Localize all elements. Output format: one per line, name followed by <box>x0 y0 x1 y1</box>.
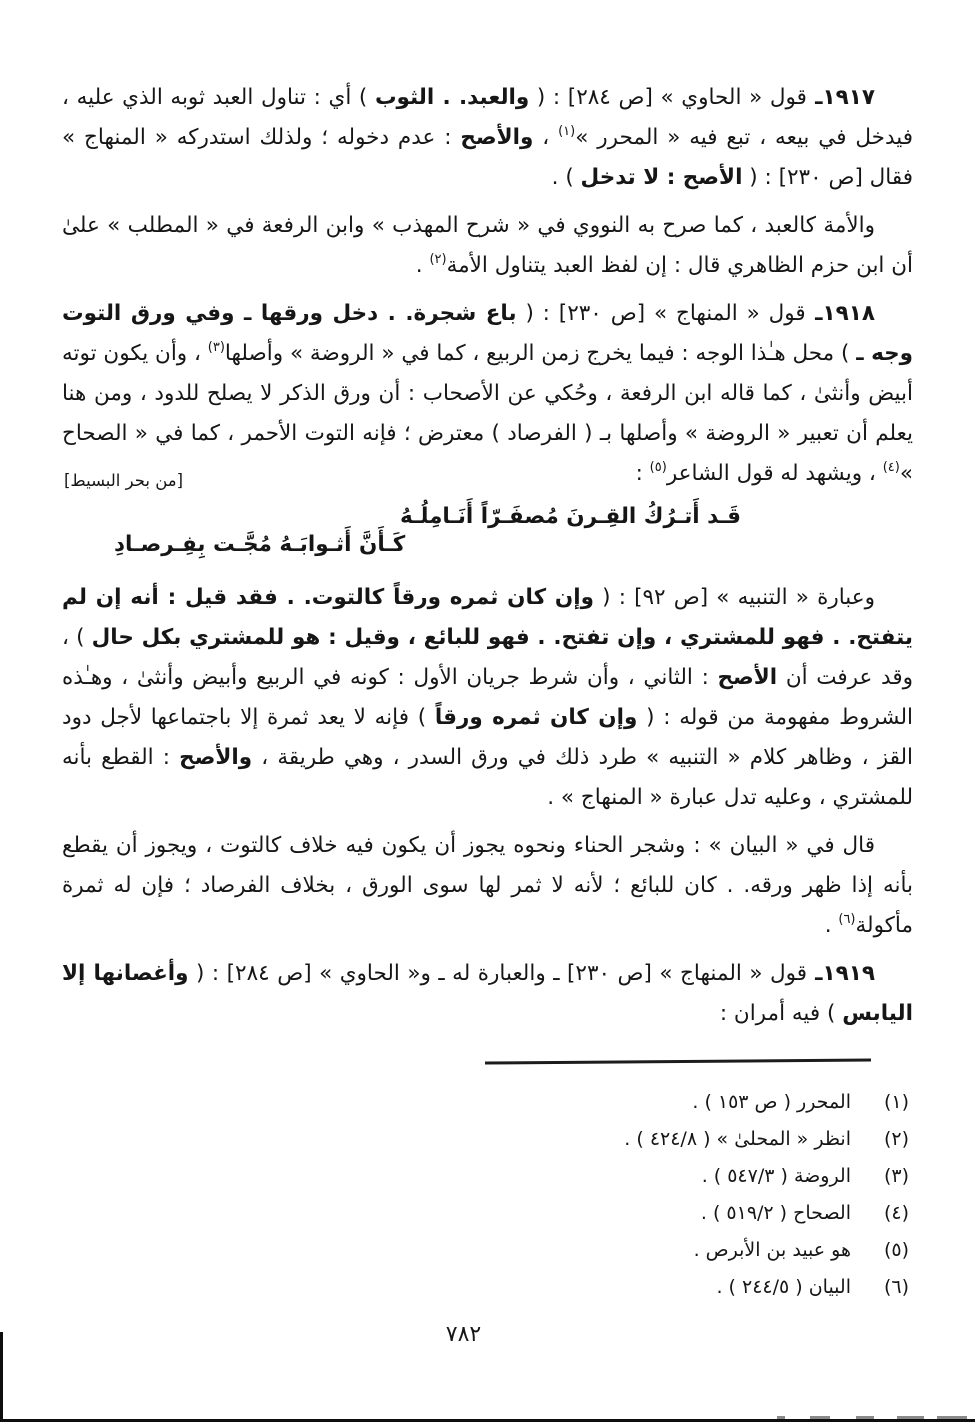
footnote-number: (٣) <box>883 1165 909 1187</box>
footnote-marker: (٣) <box>207 340 225 355</box>
paragraph: ١٩١٧ـ قول « الحاوي » [ص ٢٨٤] : ( والعبد. . الثوب ) أي : تناول العبد ثوبه الذي عليه ، فيدخل في بيعه ، تبع فيه « المحرر »$^{(١)}$ ، والأصح : عدم دخوله ؛ ولذلك استدركه « المنهاج » فقال [ص ٢٣٠] : ( الأصح : لا تدخل ) . <box>62 85 914 190</box>
scan-artifact-dash <box>897 1416 924 1419</box>
verse-block <box>62 471 913 566</box>
meter-note: [من بحر البسيط] <box>64 471 184 490</box>
text-flow <box>62 78 913 1042</box>
footnote-number: (١) <box>883 1091 909 1113</box>
paragraph: ١٩١٨ـ قول « المنهاج » [ص ٢٣٠] : ( باع شجرة. . دخل ورقها ـ وفي ورق التوت وجه ـ ) محل هـٰذا الوجه : فيما يخرج زمن الربيع ، كما في « الروضة » وأصلها$^{(٣)}$ ، وأن يكون توته أبيض وأنثىٰ ، كما قاله ابن الرفعة ، وحُكي عن الأصحاب : أن ورق الذكر لا يصلح للدود ، ومن هنا يعلم أن تعبير « الروضة » وأصلها بـ ( الفرصاد ) معترض ؛ فإنه التوت الأحمر ، كما في « الصحاح »$^{(٤)}$ ، ويشهد له قول الشاعر$^{(٥)}$ : <box>62 301 913 486</box>
footnote-text: هو عبيد بن الأبرص . <box>693 1239 851 1261</box>
footnote-item <box>624 1269 909 1306</box>
footnote-text: انظر « المحلىٰ » ( ٤٢٤/٨ ) . <box>624 1128 851 1150</box>
footnote-item <box>624 1232 909 1269</box>
scan-artifact-dash <box>937 1416 967 1419</box>
footnote-marker: (٦) <box>838 912 856 927</box>
footnote-number: (٥) <box>883 1239 909 1261</box>
footnote-marker: (١) <box>558 124 576 139</box>
verse-hemistich-right: قَـد أَتـرُكُ القِـرنَ مُصفَـرّاً أَنَـامِلُـهُ <box>399 504 741 529</box>
footnote-number: (٤) <box>883 1202 909 1224</box>
footnote-number: (٢) <box>883 1128 909 1150</box>
footnote-text: الروضة ( ٥٤٧/٣ ) . <box>701 1165 851 1187</box>
footnotes-list <box>624 1084 909 1306</box>
scan-artifact-left-edge <box>0 1332 3 1422</box>
scan-artifact-dash <box>810 1416 830 1419</box>
scan-artifact-dash <box>777 1416 785 1419</box>
footnote-text: البيان ( ٢٤٤/٥ ) . <box>716 1276 851 1298</box>
scan-artifact-dash <box>856 1416 874 1419</box>
footnote-marker: (٥) <box>649 460 667 475</box>
footnote-item <box>624 1121 909 1158</box>
footnote-marker: (٢) <box>429 252 447 267</box>
footnote-item <box>624 1195 909 1232</box>
footnote-text: المحرر ( ص ١٥٣ ) . <box>692 1091 851 1113</box>
page-number: ٧٨٢ <box>445 1322 482 1347</box>
verse-hemistich-left: كَـأَنَّ أَثـوابَـهُ مُجَّـت بِفِـرصـادِ <box>114 532 406 557</box>
footnote-text: الصحاح ( ٥١٩/٢ ) . <box>700 1202 851 1224</box>
paragraph: قال في « البيان » : وشجر الحناء ونحوه يجوز أن يكون فيه خلاف كالتوت ، ويجوز أن يقطع بأنه إذا ظهر ورقه. . كان للبائع ؛ لأنه لا ثمر لها سوى الورق ، بخلاف الفرصاد ؛ فإن له ثمرة مأكولة$^{(٦)}$ . <box>62 833 913 938</box>
footnote-marker: (٤) <box>882 460 900 475</box>
footnote-separator <box>485 1058 871 1064</box>
paragraph: وعبارة « التنبيه » [ص ٩٢] : ( وإن كان ثمره ورقاً كالتوت. . فقد قيل : أنه إن لم يتفتح. . فهو للمشتري ، وإن تفتح. . فهو للبائع ، وقيل : هو للمشتري بكل حال ) ، وقد عرفت أن الأصح : الثاني ، وأن شرط جريان الأول : كونه في الربيع وأبيض وأنثىٰ ، وهـٰذه الشروط مفهومة من قوله : ( وإن كان ثمره ورقاً ) فإنه لا يعد ثمرة إلا باجتماعها لأجل دود القز ، وظاهر كلام « التنبيه » طرد ذلك في ورق السدر ، وهي طريقة ، والأصح : القطع بأنه للمشتري ، وعليه تدل عبارة « المنهاج » . <box>62 585 914 810</box>
paragraph: ١٩١٩ـ قول « المنهاج » [ص ٢٣٠] ـ والعبارة له ـ و« الحاوي » [ص ٢٨٤] : ( وأغصانها إلا اليابس ) فيه أمران : <box>62 961 913 1026</box>
footnote-item <box>624 1158 909 1195</box>
footnote-item <box>624 1084 909 1121</box>
footnote-number: (٦) <box>883 1276 909 1298</box>
paragraph: والأمة كالعبد ، كما صرح به النووي في « شرح المهذب » وابن الرفعة في « المطلب » علىٰ أن ابن حزم الظاهري قال : إن لفظ العبد يتناول الأمة$^{(٢)}$ . <box>62 213 913 278</box>
